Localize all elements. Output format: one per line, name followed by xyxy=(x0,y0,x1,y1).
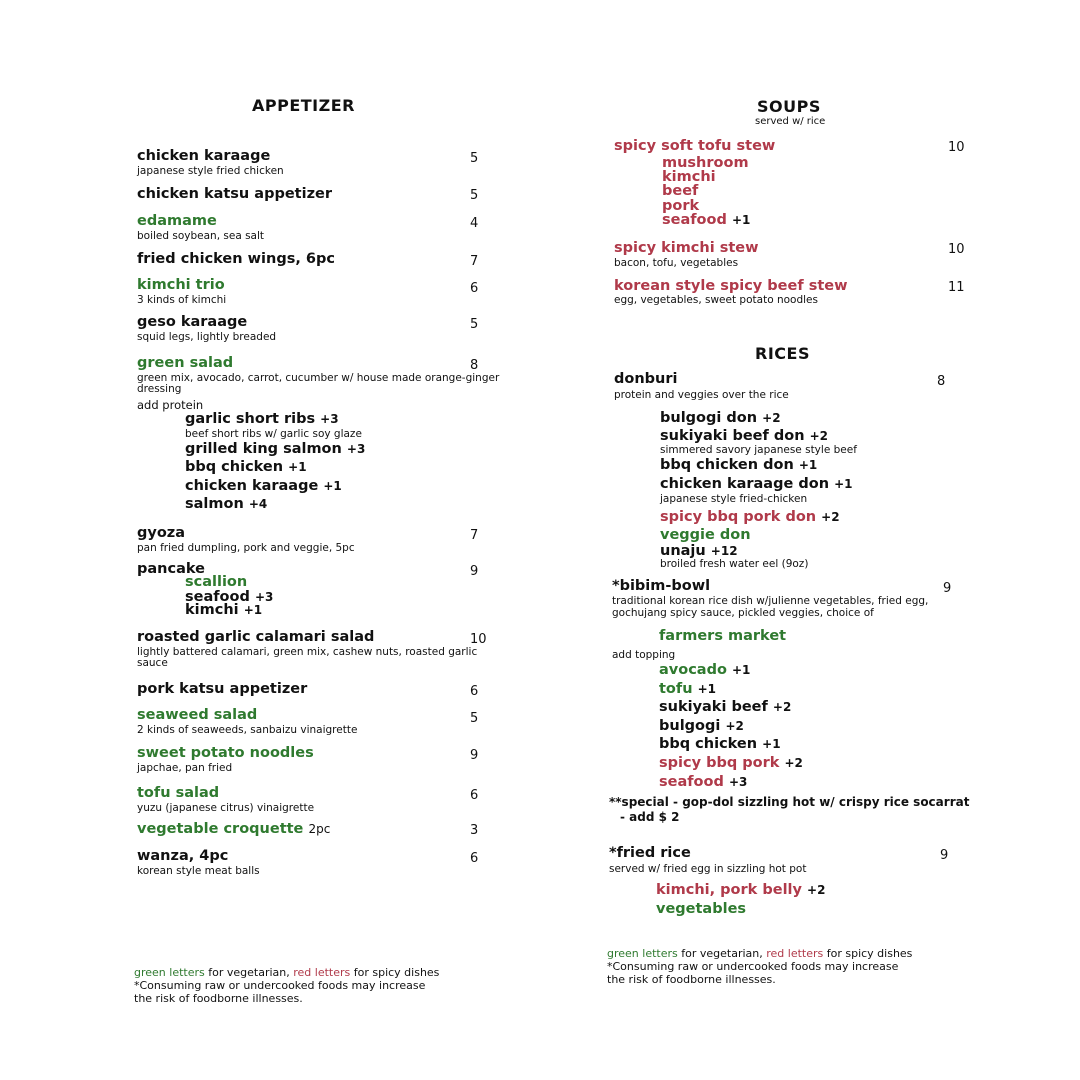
item-name: geso karaage xyxy=(137,314,248,330)
topping-option: seafood +3 xyxy=(659,774,748,790)
item-price: 5 xyxy=(470,188,479,203)
soup-option: beef xyxy=(662,183,699,199)
item-price: 6 xyxy=(470,684,479,699)
item-name: green salad xyxy=(137,355,234,371)
item-price: 5 xyxy=(470,151,479,166)
item-name: seaweed salad xyxy=(137,707,258,723)
item-desc: dressing xyxy=(137,383,182,395)
item-desc: pan fried dumpling, pork and veggie, 5pc xyxy=(137,542,355,554)
donburi-option: bulgogi don +2 xyxy=(660,410,781,426)
pancake-option: kimchi +1 xyxy=(185,602,263,618)
item-name: *fried rice xyxy=(609,845,691,861)
item-price: 6 xyxy=(470,851,479,866)
item-name: kimchi trio xyxy=(137,277,225,293)
item-price: 9 xyxy=(470,564,479,579)
item-desc: boiled soybean, sea salt xyxy=(137,230,265,242)
protein-option: chicken karaage +1 xyxy=(185,478,342,494)
item-desc: yuzu (japanese citrus) vinaigrette xyxy=(137,802,315,814)
item-name: tofu salad xyxy=(137,785,220,801)
item-price: 5 xyxy=(470,711,479,726)
item-desc: green mix, avocado, carrot, cucumber w/ house made orange-ginger xyxy=(137,372,500,384)
item-price: 10 xyxy=(470,632,487,647)
item-name: roasted garlic calamari salad xyxy=(137,629,375,645)
item-name: pork katsu appetizer xyxy=(137,681,308,697)
item-price: 10 xyxy=(948,242,965,257)
footnote: green letters for vegetarian, red letters for spicy dishes *Consuming raw or undercooked foods may increase the risk of foodborne illnesses. xyxy=(607,947,913,986)
soup-option: kimchi xyxy=(662,169,716,185)
donburi-option: sukiyaki beef don +2 xyxy=(660,428,829,444)
item-name: vegetable croquette 2pc xyxy=(137,821,331,837)
soups-heading: SOUPS xyxy=(757,97,821,116)
fried-rice-option: vegetables xyxy=(656,901,747,917)
item-desc: bacon, tofu, vegetables xyxy=(614,257,739,269)
topping-option: bbq chicken +1 xyxy=(659,736,781,752)
protein-option: salmon +4 xyxy=(185,496,268,512)
item-price: 10 xyxy=(948,140,965,155)
item-name: chicken karaage xyxy=(137,148,271,164)
donburi-option-desc: simmered savory japanese style beef xyxy=(660,444,857,456)
item-desc: japanese style fried chicken xyxy=(137,165,284,177)
donburi-option-desc: broiled fresh water eel (9oz) xyxy=(660,558,809,570)
item-price: 8 xyxy=(470,358,479,373)
item-name: chicken katsu appetizer xyxy=(137,186,333,202)
item-desc: gochujang spicy sauce, pickled veggies, choice of xyxy=(612,607,874,619)
item-name: pancake xyxy=(137,561,205,577)
topping-option: bulgogi +2 xyxy=(659,718,744,734)
item-price: 9 xyxy=(940,848,949,863)
item-price: 5 xyxy=(470,317,479,332)
donburi-option: unaju +12 xyxy=(660,543,738,559)
add-topping-label: add topping xyxy=(612,649,676,661)
item-price: 8 xyxy=(937,374,946,389)
item-name: sweet potato noodles xyxy=(137,745,314,761)
item-desc: korean style meat balls xyxy=(137,865,260,877)
item-desc: lightly battered calamari, green mix, cashew nuts, roasted garlic xyxy=(137,646,478,658)
item-name: wanza, 4pc xyxy=(137,848,229,864)
item-name: spicy soft tofu stew xyxy=(614,138,776,154)
protein-option: garlic short ribs +3 xyxy=(185,411,339,427)
item-name: fried chicken wings, 6pc xyxy=(137,251,335,267)
item-desc: 3 kinds of kimchi xyxy=(137,294,227,306)
item-desc: traditional korean rice dish w/julienne vegetables, fried egg, xyxy=(612,595,929,607)
donburi-option: spicy bbq pork don +2 xyxy=(660,509,840,525)
item-name: donburi xyxy=(614,371,678,387)
soup-option: seafood +1 xyxy=(662,212,751,228)
item-price: 11 xyxy=(948,280,965,295)
item-price: 9 xyxy=(943,581,952,596)
item-desc: sauce xyxy=(137,657,168,669)
topping-option: spicy bbq pork +2 xyxy=(659,755,803,771)
donburi-option: veggie don xyxy=(660,527,751,543)
pancake-option: seafood +3 xyxy=(185,589,274,605)
item-price: 7 xyxy=(470,528,479,543)
item-price: 6 xyxy=(470,788,479,803)
item-desc: egg, vegetables, sweet potato noodles xyxy=(614,294,818,306)
item-name: edamame xyxy=(137,213,217,229)
item-desc: protein and veggies over the rice xyxy=(614,389,789,401)
topping-option: tofu +1 xyxy=(659,681,716,697)
item-desc: served w/ fried egg in sizzling hot pot xyxy=(609,863,807,875)
special-note: **special - gop-dol sizzling hot w/ crispy rice socarrat xyxy=(609,795,970,809)
rices-heading: RICES xyxy=(755,344,810,363)
item-name: spicy kimchi stew xyxy=(614,240,759,256)
protein-option: grilled king salmon +3 xyxy=(185,441,366,457)
item-desc: 2 kinds of seaweeds, sanbaizu vinaigrette xyxy=(137,724,358,736)
item-name: gyoza xyxy=(137,525,186,541)
donburi-option: chicken karaage don +1 xyxy=(660,476,853,492)
item-price: 7 xyxy=(470,254,479,269)
item-name: *bibim-bowl xyxy=(612,578,711,594)
topping-option: sukiyaki beef +2 xyxy=(659,699,792,715)
pancake-option: scallion xyxy=(185,574,248,590)
protein-option: bbq chicken +1 xyxy=(185,459,307,475)
item-price: 4 xyxy=(470,216,479,231)
item-price: 3 xyxy=(470,823,479,838)
bibim-choice: farmers market xyxy=(659,628,787,644)
soup-option: pork xyxy=(662,198,700,214)
add-protein-label: add protein xyxy=(137,398,204,412)
soups-rices-column xyxy=(540,0,1080,1080)
donburi-option-desc: japanese style fried-chicken xyxy=(660,493,808,505)
footnote: green letters for vegetarian, red letters for spicy dishes *Consuming raw or undercooked foods may increase the risk of foodborne illnesses. xyxy=(134,966,440,1005)
protein-option-desc: beef short ribs w/ garlic soy glaze xyxy=(185,428,362,440)
item-desc: squid legs, lightly breaded xyxy=(137,331,277,343)
topping-option: avocado +1 xyxy=(659,662,751,678)
item-price: 6 xyxy=(470,281,479,296)
soups-subheading: served w/ rice xyxy=(755,116,826,127)
special-note-price: - add $ 2 xyxy=(620,810,680,824)
item-name: korean style spicy beef stew xyxy=(614,278,848,294)
fried-rice-option: kimchi, pork belly +2 xyxy=(656,882,826,898)
donburi-option: bbq chicken don +1 xyxy=(660,457,818,473)
soup-option: mushroom xyxy=(662,155,749,171)
item-price: 9 xyxy=(470,748,479,763)
appetizer-heading: APPETIZER xyxy=(252,96,355,115)
item-desc: japchae, pan fried xyxy=(137,762,233,774)
